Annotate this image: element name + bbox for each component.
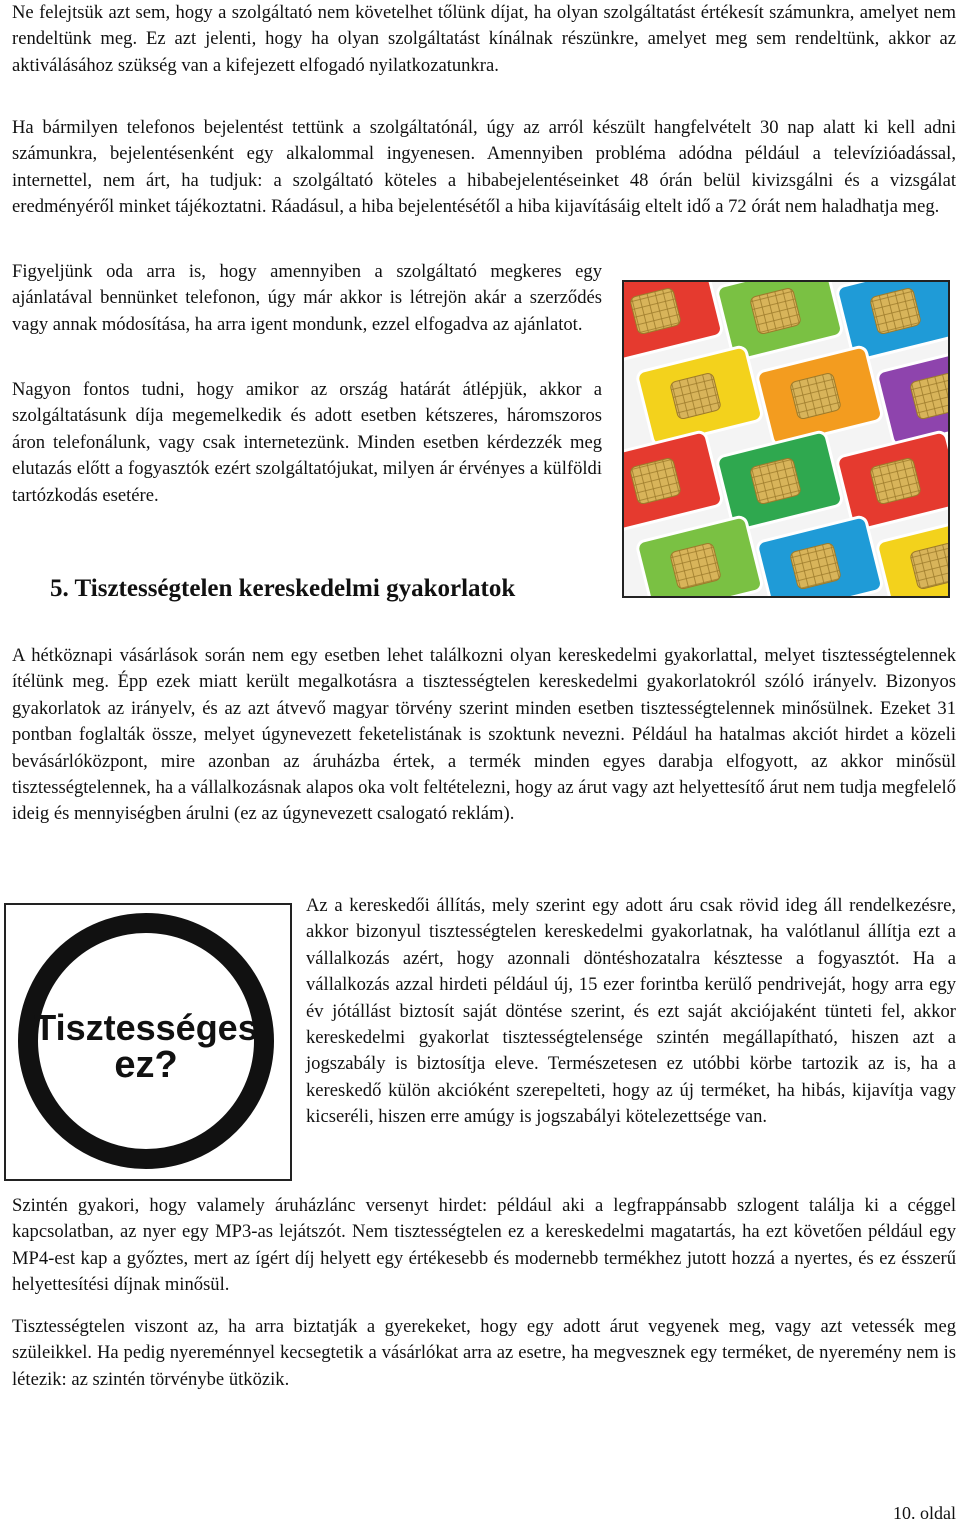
contest-paragraph: Szintén gyakori, hogy valamely áruházlánc versenyt hirdet: például aki a legfrappánsabb szlogent találja ki a céggel kapcsolatban, az nyer egy MP3-as lejátszót. Nem tisztességtelen ez a kereskedelmi magatartás, ha ezt követően például egy MP4-est kap a győztes, mert az ígért díj helyett egy értékesebb és modernebb termékhez jutott hozzá a nyertes, és ez ésszerű helyettesítési díjnak minősül. (12, 1195, 956, 1296)
intro-paragraph: Ne felejtsük azt sem, hogy a szolgáltató nem követelhet tőlünk díjat, ha olyan szolgáltatást értékesít számunkra, amelyet nem rendeltünk meg. Ez azt jelenti, hogy ha olyan szolgáltatást kínálnak részünkre, amelyet meg sem rendeltünk, akkor az aktiválásához szükség van a kifejezett elfogadó nyilatkozatunkra. (12, 2, 956, 76)
sim-cards-image (622, 280, 950, 598)
phone-offer-paragraph: Figyeljünk oda arra is, hogy amennyiben a szolgáltató megkeres egy ajánlatával bennünket telefonon, úgy már akkor is létrejön akár a szerződés vagy annak módosítása, ha arra igent mondunk, ezzel elfogadva az ajánlatot. (12, 261, 602, 335)
sim-cards-illustration (624, 282, 948, 596)
fair-question-badge-image (4, 903, 292, 1181)
badge-illustration (6, 905, 290, 1179)
badge-line2: ez? (114, 1044, 178, 1086)
children-paragraph: Tisztességtelen viszont az, ha arra biztatják a gyerekeket, hogy egy adott árut vegyenek meg, vagy azt vetessék meg szüleikkel. Ha pedig nyereménnyel kecsegtetik a vásárlókat arra az esetre, ha megvesznek egy terméket, de nyeremény nem is létezik: az szintén törvénybe ütközik. (12, 1316, 956, 1390)
section-heading: 5. Tisztességtelen kereskedelmi gyakorlatok (50, 575, 516, 602)
limited-offer-paragraph: Az a kereskedői állítás, mely szerint egy adott áru csak rövid ideg áll rendelkezésre, akkor bizonyul tisztességtelen kereskedelmi gyakorlatnak, ha valótlanul állítja ezt a vállalkozás azért, hogy azonnali döntéshozatalra késztesse a fogyasztót. Ha a vállalkozás azzal hirdeti például új, 15 ezer forintba kerülő pendriveját, hogy arra egy év jótállást biztosít saját döntése szerint, és ezt saját akciójaként tünteti fel, akkor kereskedelmi gyakorlat tisztességtelensége szintén megállapítható, hiszen azt a jogszabály is biztosítja eleve. Természetesen ez utóbbi körbe tartozik az is, ha a kereskedő külön akcióként szerepelteti, hogy az új terméket, ha hibás, kijavítja vagy kicseréli, hiszen erre amúgy is jogszabályi kötelezettsége van. (306, 895, 956, 1128)
unfair-practice-paragraph: A hétköznapi vásárlások során nem egy esetben lehet találkozni olyan kereskedelmi gyakorlattal, melyet tisztességtelennek ítélünk meg. Épp ezek miatt került megalkotásra a tisztességtelen kereskedelmi gyakorlatokról szóló irányelv. Bizonyos gyakorlatok az irányelv, és az azt átvevő magyar törvény szerint minden esetben tisztességtelennek minősülnek. Ezeket 31 pontban foglalták össze, melyet úgynevezett feketelistának is szoktunk nevezni. Például ha hatalmas akciót hirdet a közeli bevásárlóközpont, mire azonban az áruházba értek, a termék minden egyes darabja elfogyott, az akkor minősül tisztességtelennek, ha a vállalkozásnak alapos oka volt feltételezni, hogy az árut vagy azt helyettesítő árut nem tudja megfelelő ideig és mennyiségben árulni (ez az úgynevezett csalogató reklám). (12, 645, 956, 825)
page-number: 10. oldal (893, 1503, 956, 1523)
roaming-paragraph: Nagyon fontos tudni, hogy amikor az ország határát átlépjük, akkor a szolgáltatásunk díja megemelkedik és adott esetben kétszeres, háromszoros áron telefonálunk, vagy csak internetezünk. Minden esetben kérdezzék meg elutazás előtt a fogyasztók ezért szolgáltatójukat, milyen ár érvényes a külföldi tartózkodás esetére. (12, 379, 602, 506)
badge-line1: Tisztességes (34, 1007, 258, 1048)
phone-complaint-paragraph: Ha bármilyen telefonos bejelentést tettünk a szolgáltatónál, úgy az arról készült hangfelvételt 30 nap alatt ki kell adni számunkra, bejelentésenként egy alkalommal ingyenesen. Amennyiben probléma adódna például a televízióadással, internettel, nem árt, ha tudjuk: a szolgáltató köteles a hibabejelentéseinket 48 órán belül kivizsgálni és a vizsgálat eredményéről minket tájékoztatni. Ráadásul, a hiba bejelentésétől a hiba kijavításáig eltelt idő a 72 órát nem haladhatja meg. (12, 117, 956, 218)
